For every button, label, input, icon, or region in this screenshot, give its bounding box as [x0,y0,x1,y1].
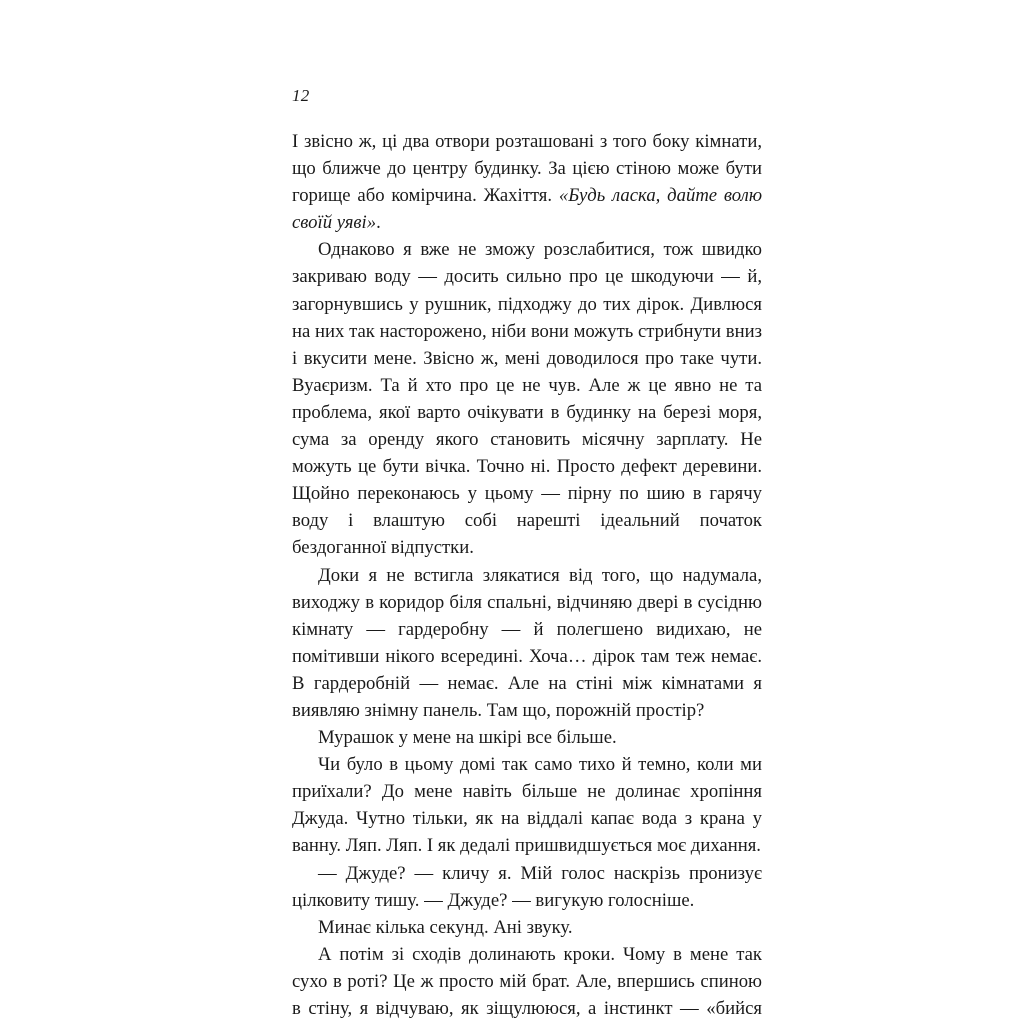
paragraph-6: — Джуде? — кличу я. Мій голос наскрізь пронизує цілковиту тишу. — Джуде? — вигукую голосніше. [292,862,762,911]
page-text-block [292,128,762,1022]
paragraph-7: Минає кілька секунд. Ані звуку. [318,916,573,938]
paragraph-2: Однаково я вже не зможу розслабитися, тож швидко закриваю воду — досить сильно про це шкодуючи — й, загорнувшись у рушник, підходжу до тих дірок. Дивлюся на них так насторожено, ніби вони можуть стрибнути вниз і вкусити мене. Звісно ж, мені доводилося про таке чути. Вуаєризм. Та й хто про це не чув. Але ж це явно не та проблема, якої варто очікувати в будинку на березі моря, сума за оренду якого становить місячну зарплату. Не можуть це бути вічка. Точно ні. Просто дефект деревини. Щойно переконаюсь у цьому — пірну по шию в гарячу воду і влаштую собі нарешті ідеальний початок бездоганної відпустки. [292,239,762,559]
page-number: 12 [292,86,310,105]
paragraph-1 [292,128,762,236]
paragraph-1-tail: . [376,212,381,234]
paragraph-4: Мурашок у мене на шкірі все більше. [318,727,617,749]
paragraph-1-lead: І звісно ж, ці два отвори розташовані з того боку кімнати, що ближче до центру будинку. За цією стіною може бути горище або комірчина. Жахіття. [292,131,762,207]
paragraph-3: Доки я не встигла злякатися від того, що надумала, виходжу в коридор біля спальні, відчиняю двері в сусідню кімнату — гардеробну — й полегшено видихаю, не помітивши нікого всередині. Хоча… дірок там теж немає. В гардеробній — немає. Але на стіні між кімнатами я виявляю знімну панель. Там що, порожній простір? [292,564,762,721]
paragraph-5: Чи було в цьому домі так само тихо й темно, коли ми приїхали? До мене навіть більше не долинає хропіння Джуда. Чутно тільки, як на віддалі капає вода з крана у ванну. Ляп. Ляп. І як дедалі пришвидшується моє дихання. [292,754,762,857]
paragraph-8: А потім зі сходів долинають кроки. Чому в мене так сухо в роті? Це ж просто мій брат. Але, впершись спиною в стіну, я відчуваю, як зіщулююся, а інстинкт — «бийся [292,943,762,1019]
inline-quote-italic: «Будь ласка, дайте волю своїй уяві» [292,185,762,234]
